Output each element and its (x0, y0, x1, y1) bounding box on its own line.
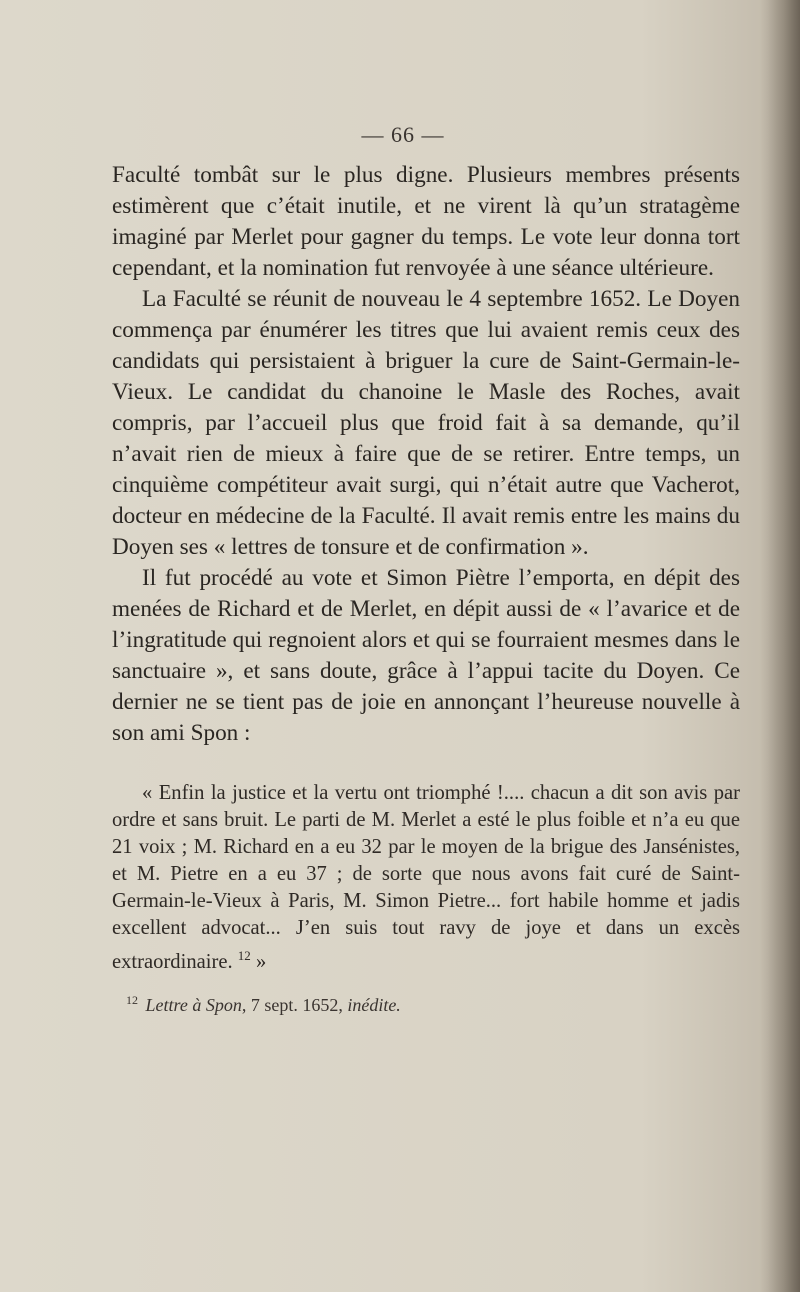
paragraph-1: Faculté tombât sur le plus digne. Plusieurs membres présents estimèrent que c’était inutile, et ne virent là qu’un stratagème imaginé par Merlet pour gagner du temps. Le vote leur donna tort cependant, et la nomination fut renvoyée à une séance ultérieure. (112, 162, 740, 281)
quotation-text (112, 780, 740, 976)
quotation-body: « Enfin la justice et la vertu ont triomphé !.... chacun a dit son avis par ordre et sans bruit. Le parti de M. Merlet a esté le plus foible et n’a eu que 21 voix ; M. Richard en a eu 32 par le moyen de la brigue des Jansénistes, et M. Pietre en a eu 37 ; de sorte que nous avons fait curé de Saint-Germain-le-Vieux à Paris, M. Simon Pietre... fort habile homme et jadis excellent advocat... J’en suis tout ravy de joye et dans un excès extraordinaire. (112, 782, 740, 973)
footnote (126, 988, 401, 1017)
quotation-closing: » (250, 950, 267, 973)
footnote-number: 12 (126, 993, 138, 1007)
quotation-block (112, 780, 740, 976)
page-number: — 66 — (361, 122, 445, 147)
footnote-title: Lettre à Spon (145, 995, 242, 1015)
paragraph-2: La Faculté se réunit de nouveau le 4 septembre 1652. Le Doyen commença par énumérer les titres que lui avaient remis ceux des candidats qui persistaient à briguer la cure de Saint-Germain-le-Vieux. Le candidat du chanoine le Masle des Roches, avait compris, par l’accueil plus que froid fait à sa demande, qu’il n’avait rien de mieux à faire que de se retirer. Entre temps, un cinquième compétiteur avait surgi, qui n’était autre que Vacherot, docteur en médecine de la Faculté. Il avait remis entre les mains du Doyen ses « lettres de tonsure et de confirmation ». (112, 286, 740, 560)
footnote-reference: 12 (237, 948, 251, 963)
body-text (112, 160, 740, 749)
footnote-status: inédite. (347, 995, 401, 1015)
page-edge-shadow (760, 0, 800, 1292)
paragraph-3: Il fut procédé au vote et Simon Piètre l’emporta, en dépit des menées de Richard et de Merlet, en dépit aussi de « l’avarice et de l’ingratitude qui regnoient alors et qui se fourraient mesmes dans le sanctuaire », et sans doute, grâce à l’appui tacite du Doyen. Ce dernier ne se tient pas de joie en annonçant l’heureuse nouvelle à son ami Spon : (112, 565, 740, 746)
footnote-date: , 7 sept. 1652, (241, 995, 348, 1015)
